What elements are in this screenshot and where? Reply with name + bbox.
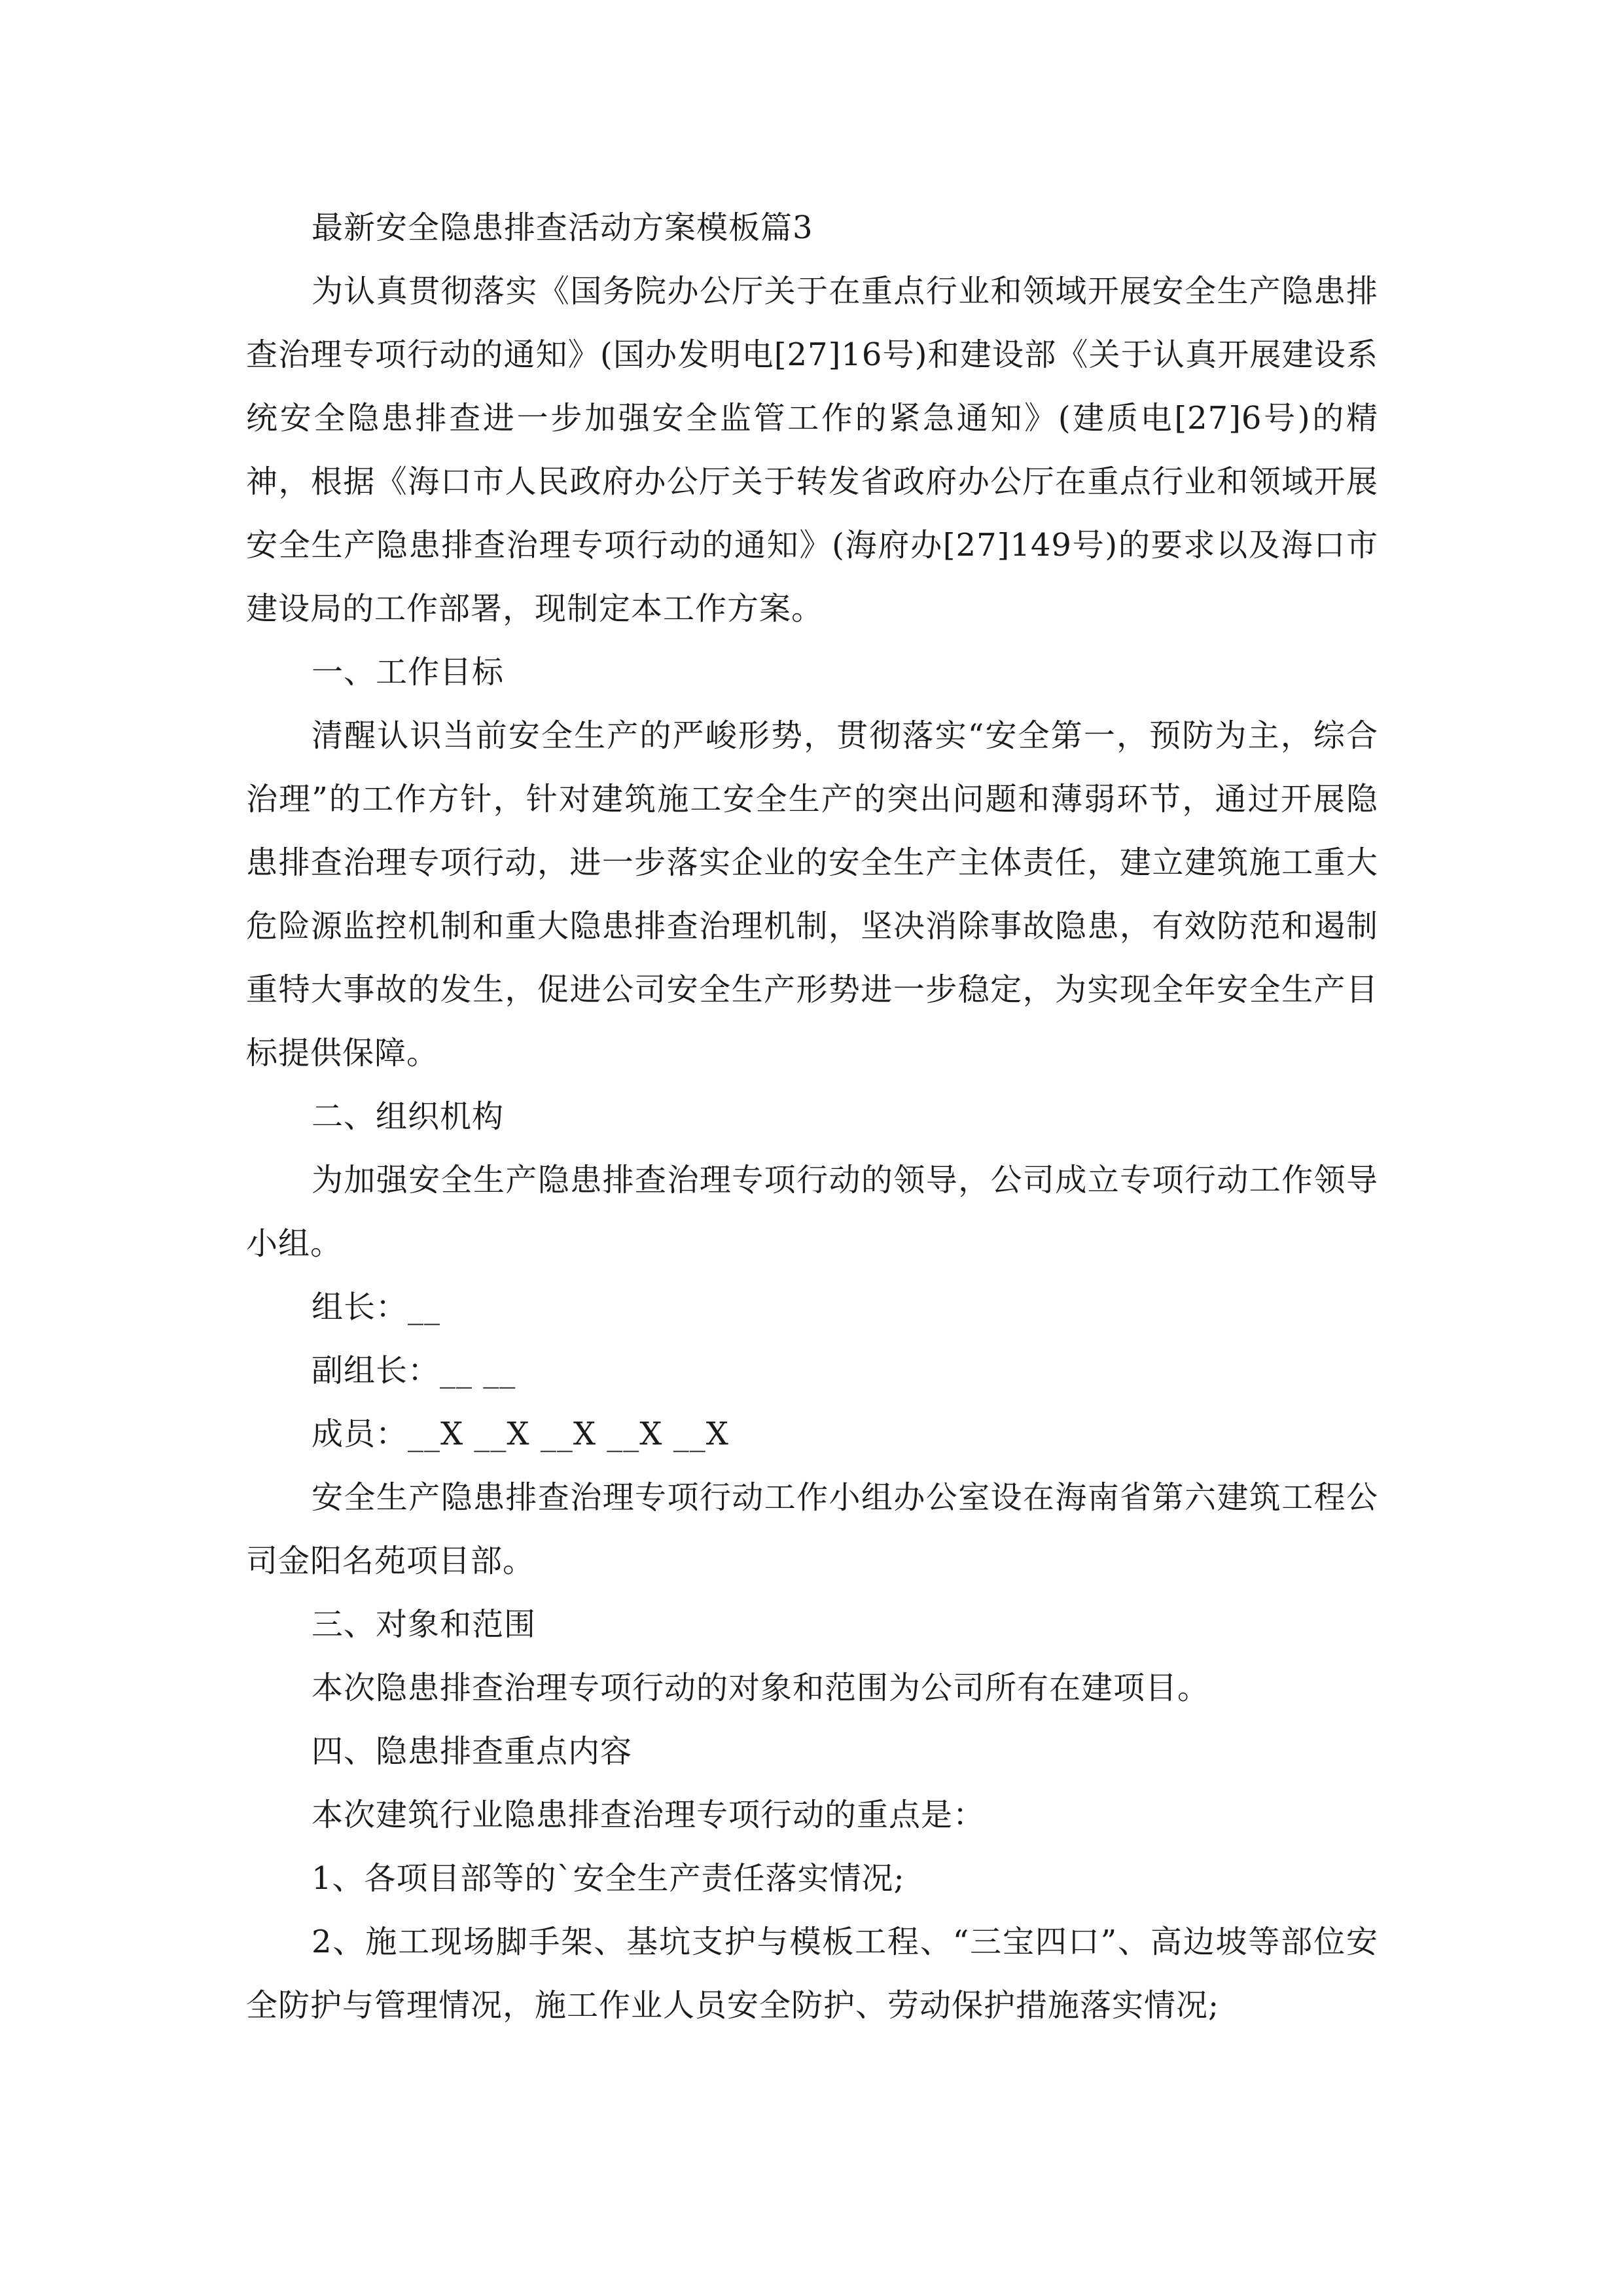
section-heading-key-content: 四、隐患排查重点内容 xyxy=(312,1733,633,1770)
key-content-item-2: 2、施工现场脚手架、基坑支护与模板工程、“三宝四口”、高边坡等部位安全防护与管理情况，施工作业人员安全防护、劳动保护措施落实情况; xyxy=(246,1924,1378,2024)
deputy-leader-line: 副组长：__ __ xyxy=(312,1352,516,1389)
section-heading-scope: 三、对象和范围 xyxy=(312,1606,537,1643)
goals-paragraph: 清醒认识当前安全生产的严峻形势，贯彻落实“安全第一，预防为主，综合治理”的工作方针，针对建筑施工安全生产的突出问题和薄弱环节，通过开展隐患排查治理专项行动，进一步落实企业的安全生产主体责任，建立建筑施工重大危险源监控机制和重大隐患排查治理机制，坚决消除事故隐患，有效防范和遏制重特大事故的发生，促进公司安全生产形势进一步稳定，为实现全年安全生产目标提供保障。 xyxy=(246,717,1378,1071)
key-content-intro: 本次建筑行业隐患排查治理专项行动的重点是： xyxy=(312,1797,986,1833)
intro-paragraph: 为认真贯彻落实《国务院办公厅关于在重点行业和领域开展安全生产隐患排查治理专项行动的通知》(国办发明电[27]16号)和建设部《关于认真开展建设系统安全隐患排查进一步加强安全监管工作的紧急通知》(建质电[27]6号)的精神，根据《海口市人民政府办公厅关于转发省政府办公厅在重点行业和领域开展安全生产隐患排查治理专项行动的通知》(海府办[27]149号)的要求以及海口市建设局的工作部署，现制定本工作方案。 xyxy=(246,273,1378,627)
office-paragraph: 安全生产隐患排查治理专项行动工作小组办公室设在海南省第六建筑工程公司金阳名苑项目部。 xyxy=(246,1479,1378,1579)
section-heading-organization: 二、组织机构 xyxy=(312,1098,505,1135)
organization-paragraph: 为加强安全生产隐患排查治理专项行动的领导，公司成立专项行动工作领导小组。 xyxy=(246,1162,1378,1262)
document-title: 最新安全隐患排查活动方案模板篇3 xyxy=(312,209,813,246)
scope-paragraph: 本次隐患排查治理专项行动的对象和范围为公司所有在建项目。 xyxy=(312,1670,1210,1706)
section-heading-goals: 一、工作目标 xyxy=(312,654,505,691)
members-line: 成员：__X __X __X __X __X xyxy=(312,1416,729,1452)
document-body xyxy=(246,196,1378,2037)
leader-line: 组长：__ xyxy=(312,1289,441,1325)
key-content-item-1: 1、各项目部等的`安全生产责任落实情况; xyxy=(312,1860,905,1897)
